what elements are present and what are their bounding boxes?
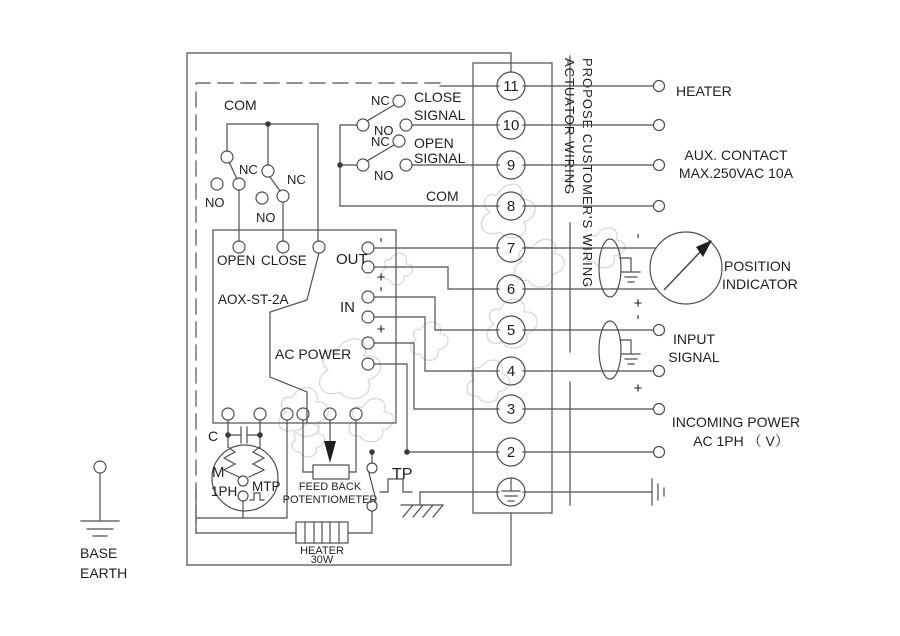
minus-mark: -	[373, 286, 390, 292]
switch-pole	[233, 178, 245, 190]
earth-symbol	[652, 479, 664, 505]
capacitor-plates	[241, 427, 247, 443]
terminal-strip	[473, 63, 552, 513]
close-signal-label: SIGNAL	[414, 107, 466, 123]
module-terminal-in-plus	[362, 311, 374, 323]
shield-ground-glyph	[620, 258, 640, 282]
junction-dot	[337, 162, 343, 168]
module-name: AOX-ST-2A	[218, 292, 289, 307]
nc-contact	[221, 151, 233, 163]
motor-circuit	[196, 420, 287, 533]
module-terminal-close	[277, 241, 289, 253]
earth-symbol	[81, 473, 119, 536]
external-contact	[654, 120, 665, 131]
nc-label: NC	[371, 93, 390, 108]
module-bottom-terminal	[222, 408, 234, 420]
chassis-ground	[401, 492, 443, 517]
external-contact	[654, 81, 665, 92]
terminal-number: 5	[506, 322, 516, 339]
limit-switch-group	[205, 97, 318, 241]
heater-hatching	[305, 522, 339, 543]
terminal-number: 7	[506, 240, 516, 257]
aux-contact-label: AUX. CONTACT	[684, 147, 788, 163]
ground-symbol	[401, 492, 443, 517]
gauge-needle	[664, 250, 702, 290]
heater-circuit-label: HEATER	[676, 83, 732, 99]
com-label: COM	[224, 97, 257, 113]
switch-pole	[357, 159, 369, 171]
external-circuits	[599, 81, 800, 506]
junction-dot	[265, 121, 271, 127]
nc-label: NC	[371, 134, 390, 149]
terminal-number: 10	[502, 117, 520, 134]
feedback-pot-label: FEED BACK	[298, 481, 362, 493]
nc-contact	[262, 165, 274, 177]
nc-contact	[393, 95, 405, 107]
terminal-number: 9	[506, 157, 516, 174]
junction-dot	[369, 449, 375, 455]
open-label: OPEN	[217, 253, 256, 268]
mtp-label: MTP	[252, 479, 281, 494]
external-contact	[654, 404, 665, 415]
aux-contact-label: MAX.250VAC 10A	[678, 165, 794, 181]
incoming-power-label: INCOMING POWER	[671, 414, 801, 430]
position-indicator-label: INDICATOR	[722, 276, 798, 292]
terminal-number: 11	[503, 78, 519, 95]
open-signal-label: SIGNAL	[414, 150, 466, 166]
no-contact	[400, 159, 412, 171]
external-contact	[654, 160, 665, 171]
wiring-column-titles	[562, 56, 595, 505]
no-contact	[400, 119, 412, 131]
input-signal-label: INPUT	[673, 331, 715, 347]
nc-contact	[393, 135, 405, 147]
switch-pole	[357, 119, 369, 131]
tp-contact	[367, 463, 377, 473]
base-earth-label: BASE	[80, 545, 118, 561]
external-contact	[654, 325, 665, 336]
ac-power-label: AC POWER	[275, 346, 352, 362]
external-contact	[654, 201, 665, 212]
thermal-protector	[367, 449, 412, 511]
in-label: IN	[340, 299, 355, 316]
potentiometer-body	[313, 465, 349, 479]
nc-label: NC	[287, 172, 306, 187]
thermal-glyph	[250, 493, 264, 500]
motor-winding	[249, 447, 264, 477]
module-terminal-in-minus	[362, 291, 374, 303]
close-signal-label: CLOSE	[414, 89, 462, 105]
watermark	[279, 184, 625, 457]
terminal-number: 3	[506, 401, 516, 418]
com-label: COM	[426, 188, 459, 204]
minus-mark: -	[630, 233, 647, 239]
module-bottom-terminal	[350, 408, 362, 420]
customer-wiring-title: PROPOSE CUSTOMER'S WIRING	[580, 58, 595, 289]
tp-label: TP	[392, 466, 413, 483]
ground-glyph	[502, 479, 520, 501]
position-indicator-label: POSITION	[724, 258, 791, 274]
base-earth-label: EARTH	[80, 565, 128, 581]
no-label: NO	[256, 210, 276, 225]
mtp-contact	[238, 476, 248, 486]
watermark-stroke	[292, 423, 325, 457]
module-terminal-open	[233, 241, 245, 253]
phase-label: 1PH	[211, 484, 238, 499]
close-label: CLOSE	[261, 253, 307, 268]
terminal-number: 2	[506, 444, 516, 461]
no-contact	[256, 192, 268, 204]
motor-label: M	[212, 464, 225, 481]
actuator-wiring-title: ACTUATOR WIRING	[562, 58, 577, 196]
junction-dot	[257, 432, 263, 438]
out-label: OUT	[336, 251, 368, 268]
watermark-stroke	[382, 253, 413, 285]
mtp-contact	[238, 491, 248, 501]
heater-watt-label: 30W	[310, 554, 334, 566]
minus-mark: -	[373, 237, 390, 243]
switch-pole	[277, 190, 289, 202]
junction-dot	[225, 432, 231, 438]
nc-label: NC	[239, 162, 258, 177]
no-label: NO	[205, 195, 225, 210]
open-signal-label: OPEN	[414, 135, 454, 151]
no-label: NO	[374, 168, 394, 183]
terminal-number: 6	[506, 281, 516, 298]
plus-mark: +	[376, 269, 386, 286]
plus-mark: +	[633, 380, 643, 397]
control-module	[213, 230, 396, 423]
outer-enclosure-wire	[187, 513, 511, 565]
minus-mark: -	[630, 314, 647, 320]
module-bottom-terminal	[324, 408, 336, 420]
external-contact	[654, 447, 665, 458]
shield-ground-glyph	[620, 340, 640, 364]
heater-label: HEATER	[300, 545, 344, 557]
incoming-power-label: AC 1PH （ V）	[693, 433, 789, 449]
plus-mark: +	[376, 321, 386, 338]
base-earth	[80, 461, 127, 581]
module-terminal-ac2	[362, 358, 374, 370]
wiper-arrow	[324, 441, 336, 463]
module-terminal-com	[313, 241, 325, 253]
no-contact	[211, 178, 223, 190]
module-inner-outline	[270, 253, 319, 423]
earth-terminal	[94, 461, 106, 473]
capacitor-label: C	[208, 428, 219, 444]
internal-heater	[196, 511, 372, 566]
junction-dot	[404, 449, 410, 455]
no-label: NO	[374, 123, 394, 138]
input-signal-label: SIGNAL	[668, 349, 720, 365]
plus-mark: +	[633, 295, 643, 312]
feedback-pot-label: POTENTIOMETER	[282, 494, 378, 506]
module-bottom-terminal	[254, 408, 266, 420]
terminal-number: 8	[506, 198, 516, 215]
external-contact	[654, 366, 665, 377]
terminal-number: 4	[506, 363, 516, 380]
watermark-stroke	[410, 322, 448, 361]
signal-switch-group	[337, 89, 465, 206]
